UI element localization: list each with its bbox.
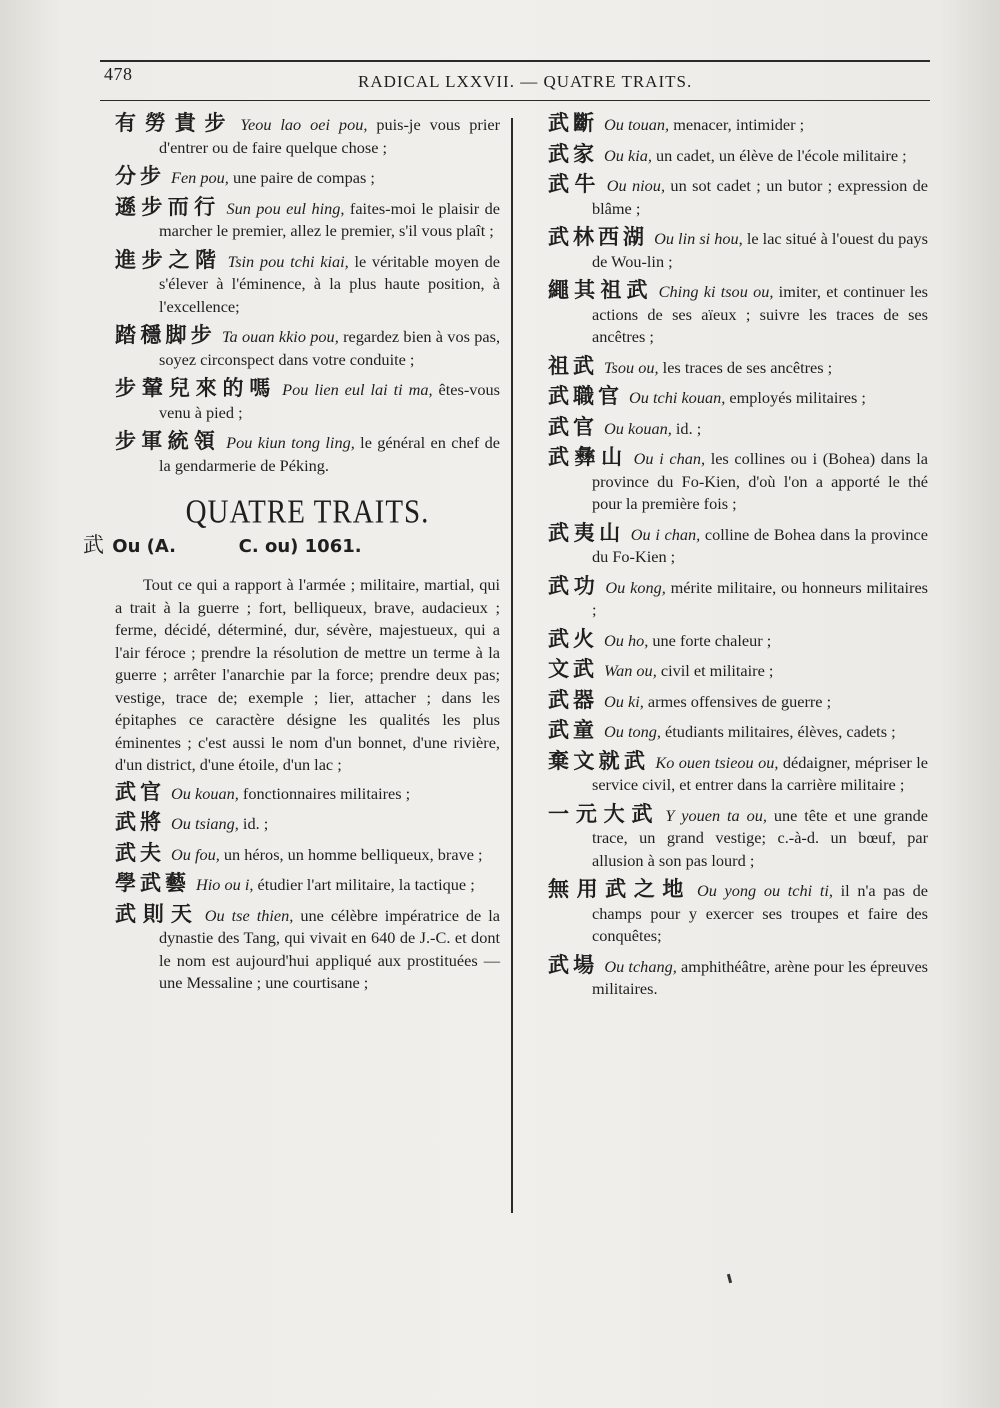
romanization: Hio ou i, xyxy=(196,875,254,894)
chinese-term: 武官 xyxy=(548,414,598,439)
dictionary-entry xyxy=(548,416,928,441)
head-character: 武 xyxy=(83,532,104,557)
chinese-term: 武林西湖 xyxy=(548,225,649,249)
definition-text: employés militaires ; xyxy=(725,388,866,407)
definition-text: les collines ou i (Bohea) dans la province du Fo-Kien, d'où l'on a apporté le thé pour la première fois ; xyxy=(592,449,928,513)
romanization: Ou ki, xyxy=(604,691,644,711)
section-title: QUATRE TRAITS. xyxy=(185,493,430,531)
left-entries-top xyxy=(115,112,500,477)
definition-text: une forte chaleur ; xyxy=(648,630,772,650)
romanization: Tsin pou tchi kiai, xyxy=(227,251,349,271)
right-entries xyxy=(548,112,928,1001)
definition-text: une paire de compas ; xyxy=(228,168,375,187)
chinese-term: 棄文就武 xyxy=(548,748,650,773)
dictionary-entry xyxy=(115,324,500,371)
romanization: Ou i chan, xyxy=(633,449,706,468)
definition-text: un sot cadet ; un butor ; expression de blâme ; xyxy=(592,176,929,218)
definition-text: un héros, un homme belliqueux, brave ; xyxy=(219,844,483,864)
definition-text: le lac situé à l'ouest du pays de Wou-lin ; xyxy=(592,229,929,271)
definition-text: une tête et une grande trace, un grand vestige; c.-à-d. un bœuf, par allusion à son pas lourd ; xyxy=(592,805,929,870)
page-number: 478 xyxy=(104,64,133,84)
dictionary-entry xyxy=(115,430,500,477)
romanization: Ou kong, xyxy=(605,577,666,597)
romanization: Fen pou, xyxy=(171,168,229,187)
romanization: Ou lin si hou, xyxy=(654,229,743,248)
romanization: Y youen ta ou, xyxy=(665,805,767,825)
dictionary-entry xyxy=(548,143,928,168)
definition-text: un cadet, un élève de l'école militaire ; xyxy=(651,145,907,165)
dictionary-entry xyxy=(115,165,500,190)
chinese-term: 有勞貴步 xyxy=(115,111,235,135)
romanization: Ou yong ou tchi ti, xyxy=(696,881,833,900)
dictionary-entry xyxy=(115,377,500,424)
chinese-term: 武彝山 xyxy=(548,445,628,469)
romanization: Yeou lao oei pou, xyxy=(240,115,368,134)
romanization: Ou kouan, xyxy=(604,418,672,438)
dictionary-entry xyxy=(548,522,928,569)
definition-text: une célèbre impératrice de la dynastie des Tang, qui vivait en 640 de J.-C. et dont le nom est aujourd'hui appliqué aux prostituées — une Messaline ; une courtisane ; xyxy=(159,905,501,992)
chinese-term: 武場 xyxy=(548,952,599,977)
definition-text: le véritable moyen de s'élever à l'éminence, à la plus haute position, à l'excellence; xyxy=(159,251,501,316)
chinese-term: 武將 xyxy=(115,810,165,834)
dictionary-entry xyxy=(115,112,500,159)
definition-text: étudiants militaires, élèves, cadets ; xyxy=(660,722,896,741)
dictionary-entry xyxy=(548,658,928,683)
chinese-term: 步軍統領 xyxy=(115,429,221,453)
chinese-term: 一元大武 xyxy=(548,801,660,826)
definition-text: dédaigner, mépriser le service civil, et entrer dans la carrière militaire ; xyxy=(592,752,928,794)
chinese-term: 分步 xyxy=(115,164,165,188)
chinese-term: 武則天 xyxy=(115,901,199,926)
dictionary-entry xyxy=(548,575,928,622)
left-column xyxy=(83,111,501,1001)
definition-text: colline de Bohea dans la province du Fo-Kien ; xyxy=(592,524,929,566)
dictionary-entry xyxy=(115,903,500,995)
definition-text: regardez bien à vos pas, soyez circonspect dans votre conduite ; xyxy=(159,327,501,369)
romanization: Ching ki tsou ou, xyxy=(658,282,774,301)
romanization: Ou ho, xyxy=(604,630,649,650)
chinese-term: 武牛 xyxy=(548,172,601,196)
chinese-term: 武功 xyxy=(548,573,600,598)
chinese-term: 遜步而行 xyxy=(115,194,221,219)
running-head: RADICAL LXXVII. — QUATRE TRAITS. xyxy=(358,72,693,91)
dictionary-entry xyxy=(548,446,928,516)
romanization: Pou lien eul lai ti ma, xyxy=(282,380,433,399)
chinese-term: 進步之階 xyxy=(115,247,222,272)
chinese-term: 武夷山 xyxy=(548,520,625,545)
dictionary-entry xyxy=(115,872,500,897)
left-entries-bottom xyxy=(115,781,500,995)
definition-paragraph: Tout ce qui a rapport à l'armée ; militaire, martial, qui a trait à la guerre ; fort, belliqueux, brave, audacieux ; ferme, décidé, déterminé, dur, sévère, majestueux, qui a l'air féroce ; prendre la résolution de mettre un terme à la guerre ; arrêter l'anarchie par la force; prendre deux pas; vestige, trace de; exemple ; lier, attacher ; dans les épitaphes ce caractère désigne les qualités les plus éminentes ; c'est aussi le nom d'un bonnet, d'une rivière, d'un district, d'une étoile, d'un lac ; xyxy=(115,575,500,774)
chinese-term: 武器 xyxy=(548,687,598,712)
definition-text: id. ; xyxy=(671,418,702,438)
romanization: Ta ouan kkio pou, xyxy=(221,327,339,346)
dictionary-entry xyxy=(548,954,928,1001)
definition-text: armes offensives de guerre ; xyxy=(643,691,832,711)
chinese-term: 武童 xyxy=(548,718,598,742)
dictionary-entry xyxy=(115,196,500,243)
chinese-term: 武火 xyxy=(548,626,598,651)
dictionary-entry xyxy=(548,279,928,349)
dictionary-entry xyxy=(548,112,928,137)
header-bottom-rule xyxy=(100,100,930,101)
definition-text: il n'a pas de champs pour y exercer ses troupes et faire des conquêtes; xyxy=(592,881,929,945)
dictionary-entry xyxy=(115,842,500,867)
romanization: Sun pou eul hing, xyxy=(226,198,345,218)
romanization: Ou fou, xyxy=(171,844,220,864)
dictionary-entry xyxy=(548,385,928,410)
head-character-entry xyxy=(83,534,500,559)
definition-text: les traces de ses ancêtres ; xyxy=(658,357,833,377)
romanization: Ou kouan, xyxy=(171,783,239,803)
chinese-term: 武官 xyxy=(115,779,165,804)
romanization: Ou touan, xyxy=(604,115,670,134)
romanization: Ou i chan, xyxy=(630,524,701,544)
chinese-term: 學武藝 xyxy=(115,871,190,895)
right-column xyxy=(548,112,928,1007)
definition-text: faites-moi le plaisir de marcher le premier, allez le premier, s'il vous plaît ; xyxy=(159,198,500,240)
romanization: Ou niou, xyxy=(606,176,666,195)
dictionary-entry xyxy=(548,628,928,653)
chinese-term: 祖武 xyxy=(548,353,598,378)
romanization: Ou tchi kouan, xyxy=(629,388,726,407)
romanization: Ko ouen tsieou ou, xyxy=(655,752,779,772)
romanization: Ou tchang, xyxy=(604,956,677,976)
dictionary-entry xyxy=(548,173,928,220)
ink-mark xyxy=(727,1274,732,1283)
definition-text: puis-je vous prier d'entrer ou de faire quelque chose ; xyxy=(159,115,501,157)
chinese-term: 文武 xyxy=(548,657,598,681)
definition-text: le général en chef de la gendarmerie de Péking. xyxy=(159,433,500,475)
chinese-term: 無用武之地 xyxy=(548,877,691,901)
romanization: Tsou ou, xyxy=(604,357,659,377)
column-divider xyxy=(511,118,513,1213)
definition-text: imiter, et continuer les actions de ses aïeux ; suivre les traces de ses ancêtres ; xyxy=(592,282,929,346)
chinese-term: 武職官 xyxy=(548,384,623,408)
head-entry-text: Ou (A. C. ou) 1061. xyxy=(112,535,362,557)
definition-text: étudier l'art militaire, la tactique ; xyxy=(253,875,475,894)
dictionary-entry xyxy=(115,781,500,806)
definition-text: êtes-vous venu à pied ; xyxy=(159,380,501,422)
romanization: Ou tsiang, xyxy=(171,814,239,833)
chinese-term: 步輦兒來的嗎 xyxy=(115,376,277,400)
dictionary-entry xyxy=(115,249,500,319)
header-top-rule xyxy=(100,60,930,62)
dictionary-entry xyxy=(548,719,928,744)
chinese-term: 武斷 xyxy=(548,111,598,135)
dictionary-entry xyxy=(548,689,928,714)
chinese-term: 繩其祖武 xyxy=(548,278,653,302)
romanization: Wan ou, xyxy=(604,661,657,680)
romanization: Ou kia, xyxy=(604,145,652,165)
romanization: Ou tse thien, xyxy=(204,905,294,925)
definition-text: civil et militaire ; xyxy=(656,661,774,680)
chinese-term: 武家 xyxy=(548,141,598,166)
dictionary-entry xyxy=(115,811,500,836)
definition-text: fonctionnaires militaires ; xyxy=(238,783,411,803)
romanization: Ou tong, xyxy=(604,722,661,741)
romanization: Pou kiun tong ling, xyxy=(226,433,355,452)
chinese-term: 武夫 xyxy=(115,840,165,865)
definition-text: mérite militaire, ou honneurs militaires ; xyxy=(592,577,929,619)
dictionary-entry xyxy=(548,750,928,797)
dictionary-entry xyxy=(548,226,928,273)
chinese-term: 踏穩脚步 xyxy=(115,323,216,347)
definition-text: id. ; xyxy=(238,814,269,833)
dictionary-entry xyxy=(548,803,928,873)
dictionary-entry xyxy=(548,355,928,380)
dictionary-entry xyxy=(548,878,928,948)
definition-text: menacer, intimider ; xyxy=(669,115,805,134)
definition-text: amphithéâtre, arène pour les épreuves militaires. xyxy=(592,956,929,998)
